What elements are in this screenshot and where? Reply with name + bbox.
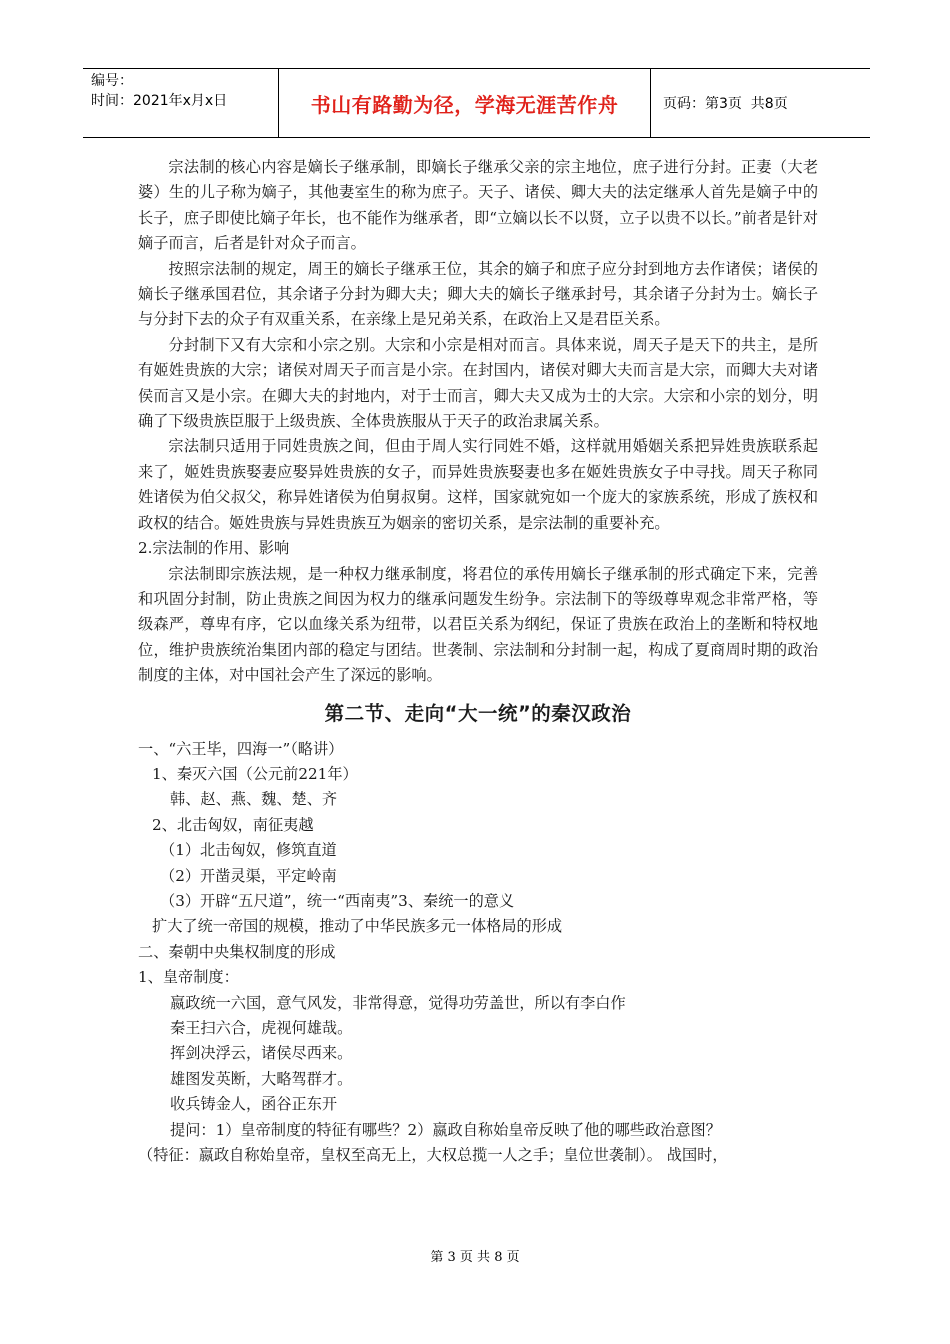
header-motto-cell	[279, 69, 651, 137]
document-number-label: 编号：	[91, 73, 133, 89]
outline-item: （2）开凿灵渠，平定岭南	[160, 866, 337, 885]
outline-item: 嬴政统一六国，意气风发，非常得意，觉得功劳盖世，所以有李白作	[170, 993, 626, 1012]
outline-item: 1、皇帝制度：	[138, 968, 239, 987]
document-date-label: 时间：2021年x月x日	[91, 93, 228, 109]
header-page-number: 页码：第3页 共8页	[663, 96, 788, 112]
outline-item: 1、秦灭六国（公元前221年）	[152, 764, 358, 783]
outline-item: 2、北击匈奴，南征夷越	[152, 815, 314, 834]
header-meta-cell	[83, 69, 279, 137]
outline-item: （1）北击匈奴，修筑直道	[160, 841, 337, 860]
page-footer: 第 3 页 共 8 页	[430, 1250, 520, 1265]
poem-line: 挥剑决浮云，诸侯尽西来。	[170, 1044, 353, 1063]
header-motto: 书山有路勤为径，学海无涯苦作舟	[310, 92, 619, 117]
header-page-cell	[651, 69, 870, 137]
body-paragraph: 按照宗法制的规定，周王的嫡长子继承王位，其余的嫡子和庶子应分封到地方去作诸侯；诸侯的嫡长子继承国君位，其余诸子分封为卿大夫；卿大夫的嫡长子继承封号，其余诸子分封为士。嫡长子与分封下去的众子有双重关系，在亲缘上是兄弟关系，在政治上又是君臣关系。	[138, 259, 818, 329]
poem-line: 秦王扫六合，虎视何雄哉。	[170, 1019, 353, 1037]
outline-heading-1: 一、“六王毕，四海一”（略讲）	[138, 739, 344, 758]
body-paragraph: 宗法制的核心内容是嫡长子继承制，即嫡长子继承父亲的宗主地位，庶子进行分封。正妻（大老婆）生的儿子称为嫡子，其他妻室生的称为庶子。天子、诸侯、卿大夫的法定继承人首先是嫡子中的长子，庶子即使比嫡子年长，也不能作为继承者，即“立嫡以长不以贤，立子以贵不以长。”前者是针对嫡子而言，后者是针对众子而言。	[138, 158, 818, 253]
page-header	[83, 68, 870, 138]
outline-item: 扩大了统一帝国的规模，推动了中华民族多元一体格局的形成	[152, 917, 563, 936]
section-title: 第二节、走向“大一统”的秦汉政治	[324, 701, 632, 725]
question-line: 提问：1）皇帝制度的特征有哪些？2）嬴政自称始皇帝反映了他的哪些政治意图？	[170, 1120, 721, 1139]
body-paragraph: 分封制下又有大宗和小宗之别。大宗和小宗是相对而言。具体来说，周天子是天下的共主，是所有姬姓贵族的大宗；诸侯对周天子而言是小宗。在封国内，诸侯对卿大夫而言是大宗，而卿大夫对诸侯而言又是小宗。在卿大夫的封地内，对于士而言，卿大夫又成为士的大宗。大宗和小宗的划分，明确了下级贵族臣服于上级贵族、全体贵族服从于天子的政治隶属关系。	[138, 335, 818, 431]
body-paragraph: 宗法制即宗族法规，是一种权力继承制度，将君位的承传用嫡长子继承制的形式确定下来，完善和巩固分封制，防止贵族之间因为权力的继承问题发生纷争。宗法制下的等级尊卑观念非常严格，等级森严，尊卑有序，它以血缘关系为纽带，以君臣关系为纲纪，保证了贵族在政治上的垄断和特权地位，维护贵族统治集团内部的稳定与团结。世袭制、宗法制和分封制一起，构成了夏商周时期的政治制度的主体，对中国社会产生了深远的影响。	[138, 564, 818, 685]
poem-line: 雄图发英断，大略驾群才。	[170, 1069, 353, 1088]
outline-heading-2: 二、秦朝中央集权制度的形成	[138, 942, 336, 961]
body-paragraph: 宗法制只适用于同姓贵族之间，但由于周人实行同姓不婚，这样就用婚姻关系把异姓贵族联系起来了，姬姓贵族娶妻应娶异姓贵族的女子，而异姓贵族娶妻也多在姬姓贵族女子中寻找。周天子称同姓诸侯为伯父叔父，称异姓诸侯为伯舅叔舅。这样，国家就宛如一个庞大的家族系统，形成了族权和政权的结合。姬姓贵族与异姓贵族互为姻亲的密切关系，是宗法制的重要补充。	[138, 437, 818, 532]
outline-item: （3）开辟“五尺道”，统一“西南夷”3、秦统一的意义	[160, 891, 515, 910]
answer-line: （特征：嬴政自称始皇帝，皇权至高无上，大权总揽一人之手；皇位世袭制）。 战国时，	[138, 1146, 728, 1165]
document-body	[138, 155, 818, 1168]
subheading: 2.宗法制的作用、影响	[138, 539, 290, 558]
poem-line: 收兵铸金人，函谷正东开	[170, 1095, 338, 1114]
outline-item: 韩、赵、燕、魏、楚、齐	[170, 790, 338, 809]
